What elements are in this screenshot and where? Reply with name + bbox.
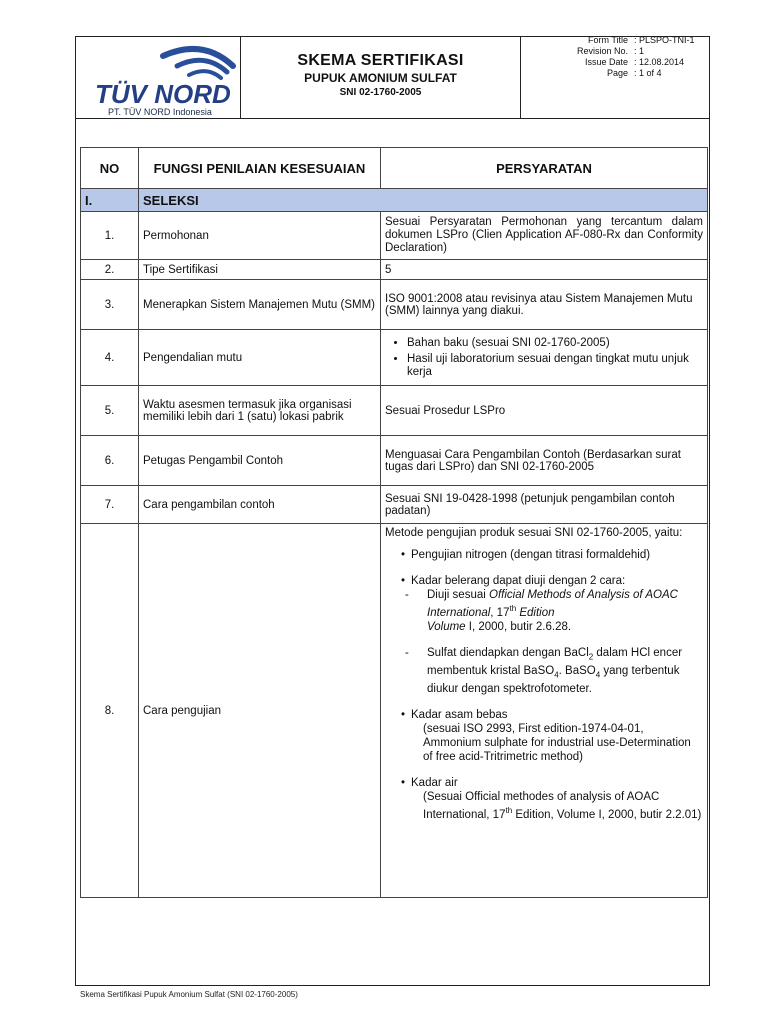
page-footer: Skema Sertifikasi Pupuk Amonium Sulfat (SNI 02-1760-2005) [80,990,298,999]
list-item: • Hasil uji laboratorium sesuai dengan tingkat mutu unjuk kerja [407,353,703,379]
section-title: SELEKSI [139,189,708,212]
text: 4 [595,670,601,680]
form-info-row [525,57,695,68]
text: I, 2000, butir 2.6.28. [465,620,572,633]
row-no: 2. [81,260,139,280]
header-function: FUNGSI PENILAIAN KESESUAIAN [139,148,381,189]
table-row [81,212,708,260]
quality-control-list [385,337,703,379]
row-function: Permohonan [139,212,381,260]
row-requirement [381,330,708,386]
row-no: 3. [81,280,139,330]
table-row [81,280,708,330]
company-name: PT. TÜV NORD Indonesia [108,107,212,117]
sulfur-method-b [427,646,695,697]
text: Diuji sesuai [427,589,489,601]
text: Edition, Volume I, 2000, butir 2.2.01) [512,809,702,822]
text: (Sesuai Official methodes of analysis of AOAC International, 17 [423,791,660,822]
row-function: Petugas Pengambil Contoh [139,436,381,486]
form-info-value: : PLSPO-TNI-1 [634,35,695,45]
table-row [81,260,708,280]
svg-text:TÜV NORD: TÜV NORD [95,79,231,109]
row-no: 8. [81,524,139,898]
row-requirement: Sesuai SNI 19-0428-1998 (petunjuk pengambilan contoh padatan) [381,486,708,524]
text: Volume [427,620,466,633]
test-method-intro: Metode pengujian produk sesuai SNI 02-1760-2005, yaitu: [385,527,683,539]
text: th [509,604,517,613]
form-info-label: Revision No. [576,46,628,56]
text: dalam HCl encer membentuk kristal BaSO [427,646,683,678]
text: 4 [554,670,559,680]
row-requirement: Sesuai Prosedur LSPro [381,386,708,436]
row-function: Waktu asesmen termasuk jika organisasi memiliki lebih dari 1 (satu) lokasi pabrik [139,386,381,436]
text: yang terbentuk diukur dengan spektrofotometer. [427,665,680,696]
row-no: 6. [81,436,139,486]
row-requirement: ISO 9001:2008 atau revisinya atau Sistem Manajemen Mutu (SMM) lainnya yang diakui. [381,280,708,330]
table-row [81,330,708,386]
document-standard: SNI 02-1760-2005 [339,87,422,98]
list-item: • Bahan baku (sesuai SNI 02-1760-2005) [407,337,703,350]
text: Sulfat diendapkan dengan BaCl [427,646,589,659]
table-row [81,436,708,486]
form-info-label: Page [606,68,628,78]
title-block [241,52,520,98]
form-info-row [525,68,695,79]
form-info-value: : 1 [634,46,645,56]
text: Official Methods of Analysis of AOAC International [427,589,678,619]
form-info-value: : 1 of 4 [634,68,662,78]
row-no: 4. [81,330,139,386]
header-divider-right [520,36,521,118]
sulfur-test-item: • Kadar belerang dapat diuji dengan 2 cara: [411,574,703,588]
text: Edition [516,606,555,619]
header-no: NO [81,148,139,189]
form-info-row [525,35,695,46]
row-function: Menerapkan Sistem Manajemen Mutu (SMM) [139,280,381,330]
row-function: Cara pengambilan contoh [139,486,381,524]
section-row [81,189,708,212]
form-info [525,35,695,79]
sulfur-method-a [427,588,695,634]
row-requirement: Menguasai Cara Pengambilan Contoh (Berdasarkan surat tugas dari LSPro) dan SNI 02-1760-2005 [381,436,708,486]
row-requirement [381,524,708,898]
section-no: I. [81,189,139,212]
row-requirement: 5 [381,260,708,280]
text: . BaSO [558,665,596,678]
water-test-detail [423,790,703,822]
form-info-label: Form Title [587,35,628,45]
certification-scheme-table [80,147,708,898]
row-function: Pengendalian mutu [139,330,381,386]
row-requirement: Sesuai Persyaratan Permohonan yang tercantum dalam dokumen LSPro (Clien Application AF-080-Rx dan Conformity Declaration) [381,212,708,260]
table-header-row [81,148,708,189]
row-no: 7. [81,486,139,524]
row-no: 1. [81,212,139,260]
header-bottom-rule [75,118,710,119]
table-row [81,486,708,524]
nitrogen-test-item: • Pengujian nitrogen (dengan titrasi formaldehid) [411,548,703,562]
row-no: 5. [81,386,139,436]
text: 2 [588,652,594,662]
document-subtitle: PUPUK AMONIUM SULFAT [304,71,457,85]
free-acid-test-item: • Kadar asam bebas [411,708,703,722]
table-row [81,386,708,436]
free-acid-test-detail: (sesuai ISO 2993, First edition-1974-04-01, Ammonium sulphate for industrial use-Determination of free acid-Tritrimetric method) [423,723,691,764]
row-function: Tipe Sertifikasi [139,260,381,280]
table-row [81,524,708,898]
header-requirement: PERSYARATAN [381,148,708,189]
text: , 17 [490,606,510,619]
row-function: Cara pengujian [139,524,381,898]
form-info-value: : 12.08.2014 [634,57,685,67]
form-info-row [525,46,695,57]
water-test-item: • Kadar air [411,776,703,790]
document-title: SKEMA SERTIFIKASI [297,52,464,69]
form-info-label: Issue Date [584,57,628,67]
text: th [505,806,513,816]
